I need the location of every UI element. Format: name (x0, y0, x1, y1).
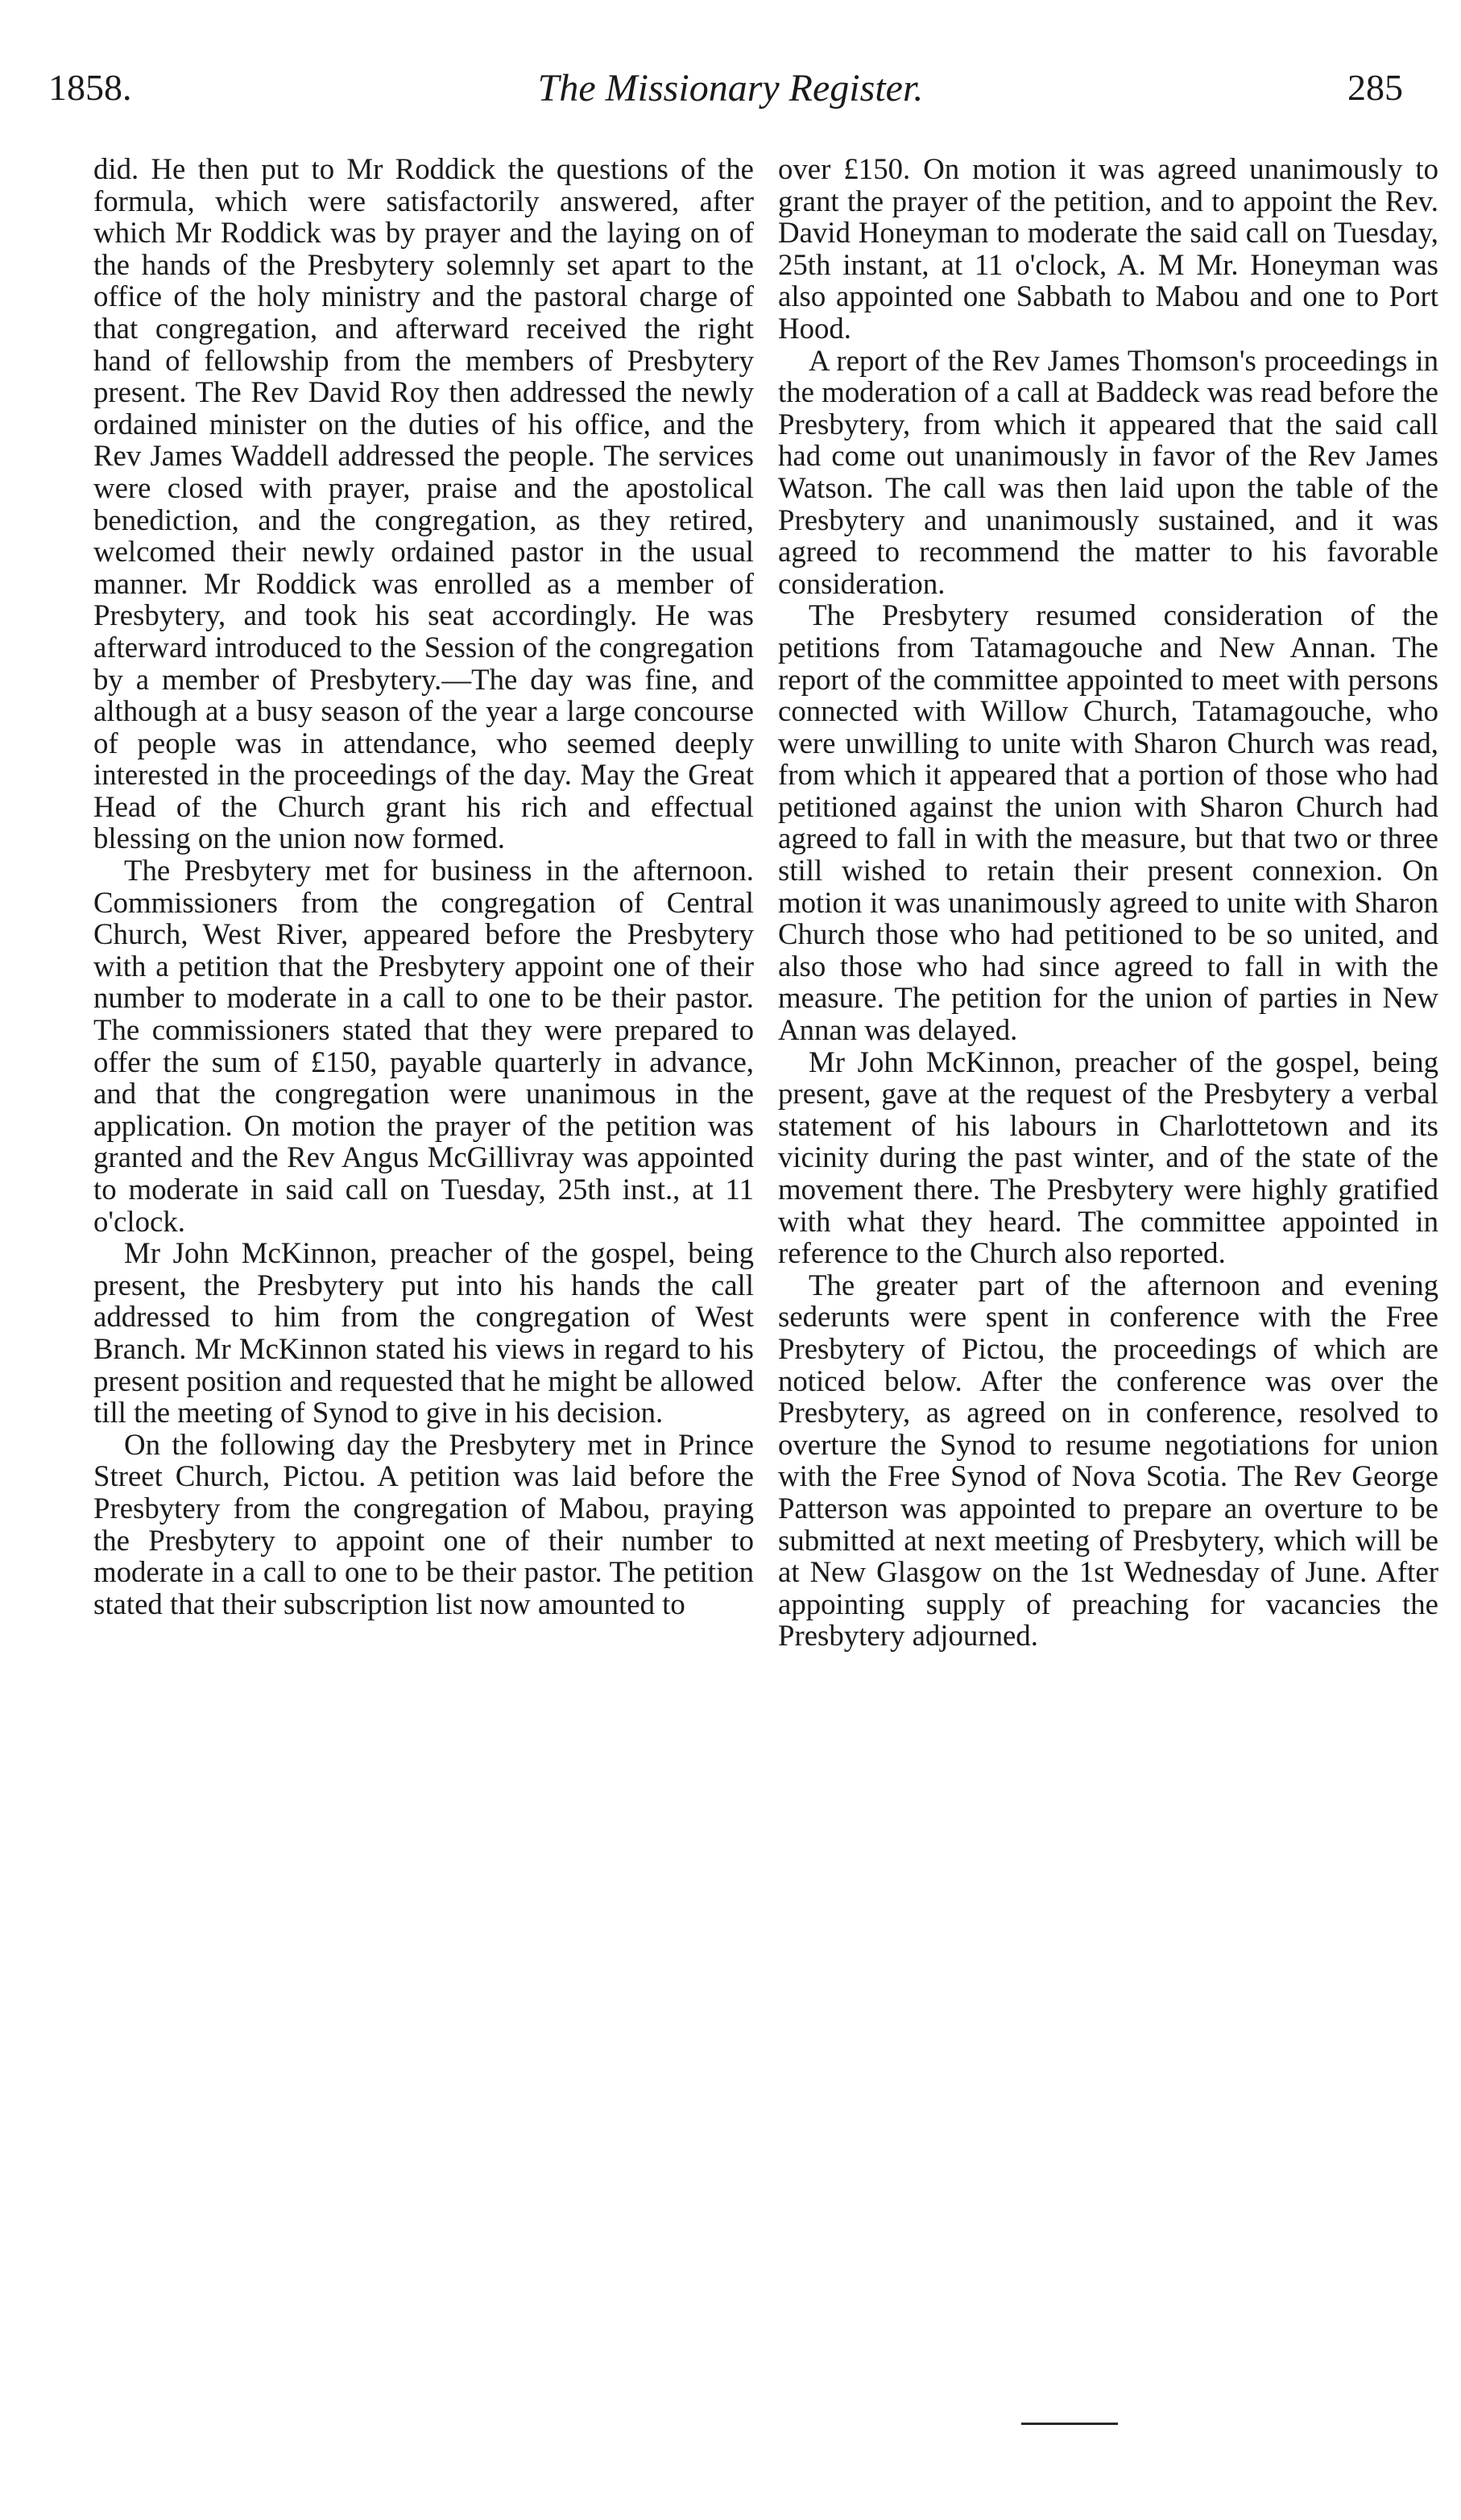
paragraph: did. He then put to Mr Roddick the questions of the formula, which were satisfactorily answered, after which Mr Roddick was by prayer and the laying on of the hands of the Presbytery solemnly set apart to the office of the holy ministry and the pastoral charge of that congregation, and afterward received the right hand of fellowship from the members of Presbytery present. The Rev David Roy then addressed the newly ordained minister on the duties of his office, and the Rev James Waddell addressed the people. The services were closed with prayer, praise and the apostolical benediction, and the congregation, as they retired, welcomed their newly ordained pastor in the usual manner. Mr Roddick was enrolled as a member of Presbytery, and took his seat accordingly. He was afterward introduced to the Session of the congregation by a member of Presbytery.—The day was fine, and although at a busy season of the year a large concourse of people was in attendance, who seemed deeply interested in the proceedings of the day. May the Great Head of the Church grant his rich and effectual blessing on the union now formed. (93, 152, 754, 855)
end-rule (1021, 2423, 1118, 2425)
running-title: The Missionary Register. (537, 67, 924, 110)
paragraph: Mr John McKinnon, preacher of the gospel, being present, gave at the request of the Presbytery a verbal statement of his labours in Charlottetown and its vicinity during the past winter, and of the state of the movement there. The Presbytery were highly gratified with what they heard. The committee appointed in reference to the Church also reported. (778, 1045, 1438, 1270)
paragraph: A report of the Rev James Thomson's proceedings in the moderation of a call at Baddeck was read before the Presbytery, from which it appeared that the said call had come out unanimously in favor of the Rev James Watson. The call was then laid upon the table of the Presbytery and unanimously sustained, and it was agreed to recommend the matter to his favorable consideration. (778, 343, 1438, 600)
left-column (93, 153, 754, 1620)
paragraph: Mr John McKinnon, preacher of the gospel, being present, the Presbytery put into his hands the call addressed to him from the congregation of West Branch. Mr McKinnon stated his views in regard to his present position and requested that he might be allowed till the meeting of Synod to give in his decision. (93, 1236, 754, 1430)
page-header (48, 66, 1413, 130)
paragraph: The Presbytery met for business in the afternoon. Commissioners from the congregation of Central Church, West River, appeared before the Presbytery with a petition that the Presbytery appoint one of their number to moderate in a call to one to be their pastor. The commissioners stated that they were prepared to offer the sum of £150, payable quarterly in advance, and that the congregation were unanimous in the application. On motion the prayer of the petition was granted and the Rev Angus McGillivray was appointed to moderate in said call on Tuesday, 25th inst., at 11 o'clock. (93, 854, 754, 1238)
paragraph: On the following day the Presbytery met in Prince Street Church, Pictou. A petition was laid before the Presbytery from the congregation of Mabou, praying the Presbytery to appoint one of their number to moderate in a call to one to be their pastor. The petition stated that their subscription list now amounted to (93, 1427, 754, 1620)
header-year: 1858. (48, 67, 132, 108)
paragraph: The Presbytery resumed consideration of the petitions from Tatamagouche and New Annan. The report of the committee appointed to meet with persons connected with Willow Church, Tatamagouche, who were unwilling to unite with Sharon Church was read, from which it appeared that a portion of those who had petitioned against the union with Sharon Church had agreed to fall in with the measure, but that two or three still wished to retain their present connexion. On motion it was unanimously agreed to unite with Sharon Church those who had petitioned to be so united, and also those who had since agreed to fall in with the measure. The petition for the union of parties in New Annan was delayed. (778, 598, 1438, 1047)
right-column (778, 153, 1438, 1652)
page-number: 285 (1347, 67, 1403, 108)
paragraph: The greater part of the afternoon and evening sederunts were spent in conference with the Free Presbytery of Pictou, the proceedings of which are noticed below. After the conference was over the Presbytery, as agreed on in conference, resolved to overture the Synod to resume negotiations for union with the Free Synod of Nova Scotia. The Rev George Patterson was appointed to prepare an overture to be submitted at next meeting of Presbytery, which will be at New Glasgow on the 1st Wednesday of June. After appointing supply of preaching for vacancies the Presbytery adjourned. (778, 1268, 1438, 1653)
paragraph: over £150. On motion it was agreed unanimously to grant the prayer of the petition, and to appoint the Rev. David Honeyman to moderate the said call on Tuesday, 25th instant, at 11 o'clock, A. M Mr. Honeyman was also appointed one Sabbath to Mabou and one to Port Hood. (778, 152, 1438, 345)
